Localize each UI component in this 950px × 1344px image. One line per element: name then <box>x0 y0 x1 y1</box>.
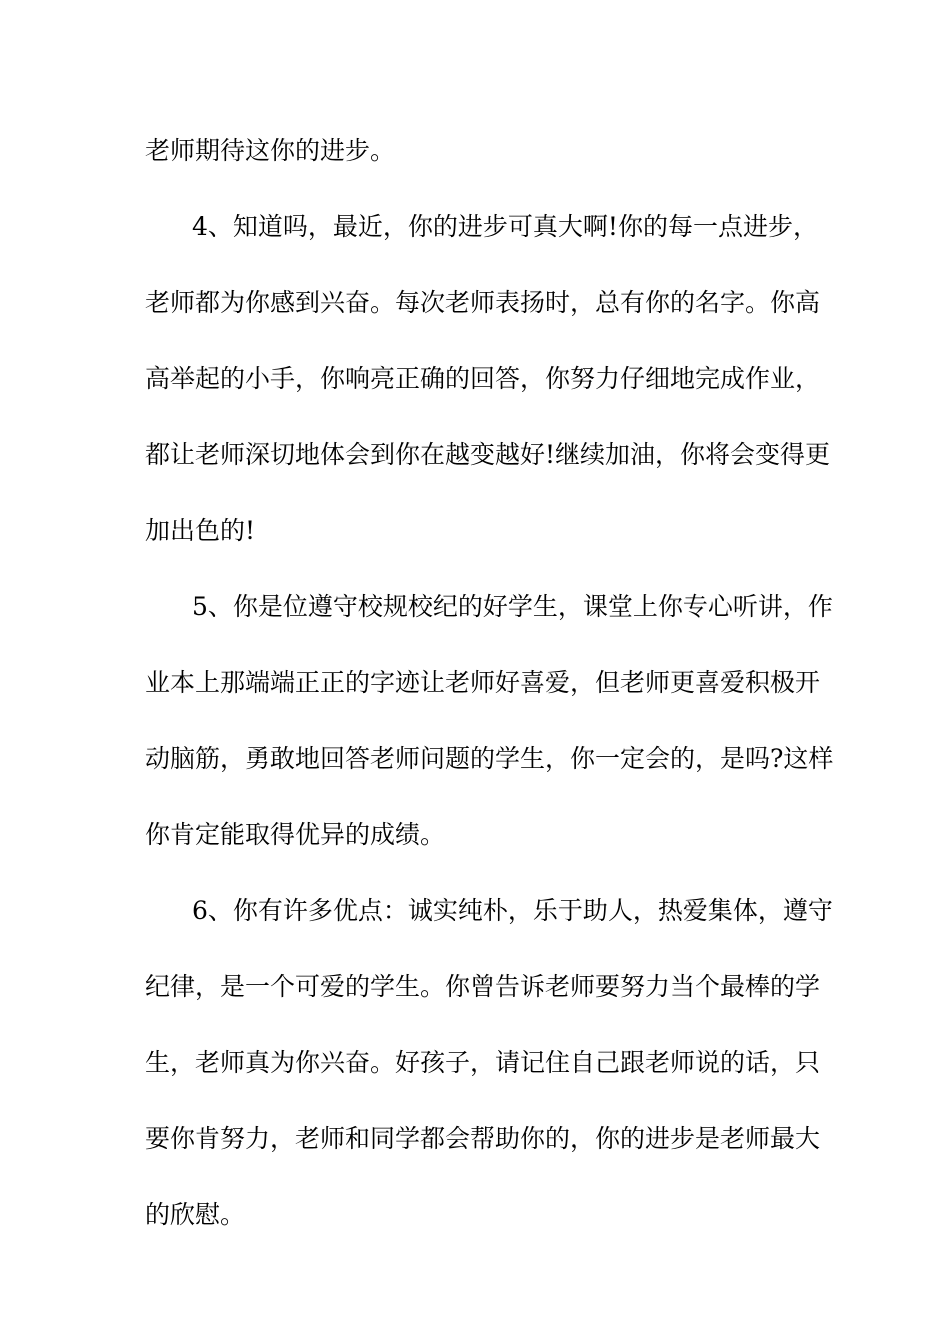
text-line: 老师期待这你的进步。 <box>145 136 396 165</box>
paragraph-6-line-1: 6、你有许多优点：诚实纯朴，乐于助人，热爱集体，遵守 <box>192 896 833 925</box>
text-line: 业本上那端端正正的字迹让老师好喜爱，但老师更喜爱积极开 <box>145 668 821 697</box>
text-line: 老师都为你感到兴奋。每次老师表扬时，总有你的名字。你高 <box>145 288 821 317</box>
text-line: 都让老师深切地体会到你在越变越好!继续加油，你将会变得更 <box>145 440 831 469</box>
paragraph-5-line-1: 5、你是位遵守校规校纪的好学生，课堂上你专心听讲，作 <box>192 592 833 621</box>
text-line: 动脑筋，勇敢地回答老师问题的学生，你一定会的，是吗?这样 <box>145 744 834 773</box>
paragraph-4-line-1: 4、知道吗，最近，你的进步可真大啊!你的每一点进步， <box>192 212 818 241</box>
text-line: 的欣慰。 <box>145 1200 246 1229</box>
text-line: 高举起的小手，你响亮正确的回答，你努力仔细地完成作业， <box>145 364 821 393</box>
text-line: 生，老师真为你兴奋。好孩子，请记住自己跟老师说的话，只 <box>145 1048 821 1077</box>
text-line: 你肯定能取得优异的成绩。 <box>145 820 446 849</box>
text-line: 要你肯努力，老师和同学都会帮助你的，你的进步是老师最大 <box>145 1124 821 1153</box>
text-line: 加出色的! <box>145 516 256 545</box>
text-line: 纪律，是一个可爱的学生。你曾告诉老师要努力当个最棒的学 <box>145 972 821 1001</box>
